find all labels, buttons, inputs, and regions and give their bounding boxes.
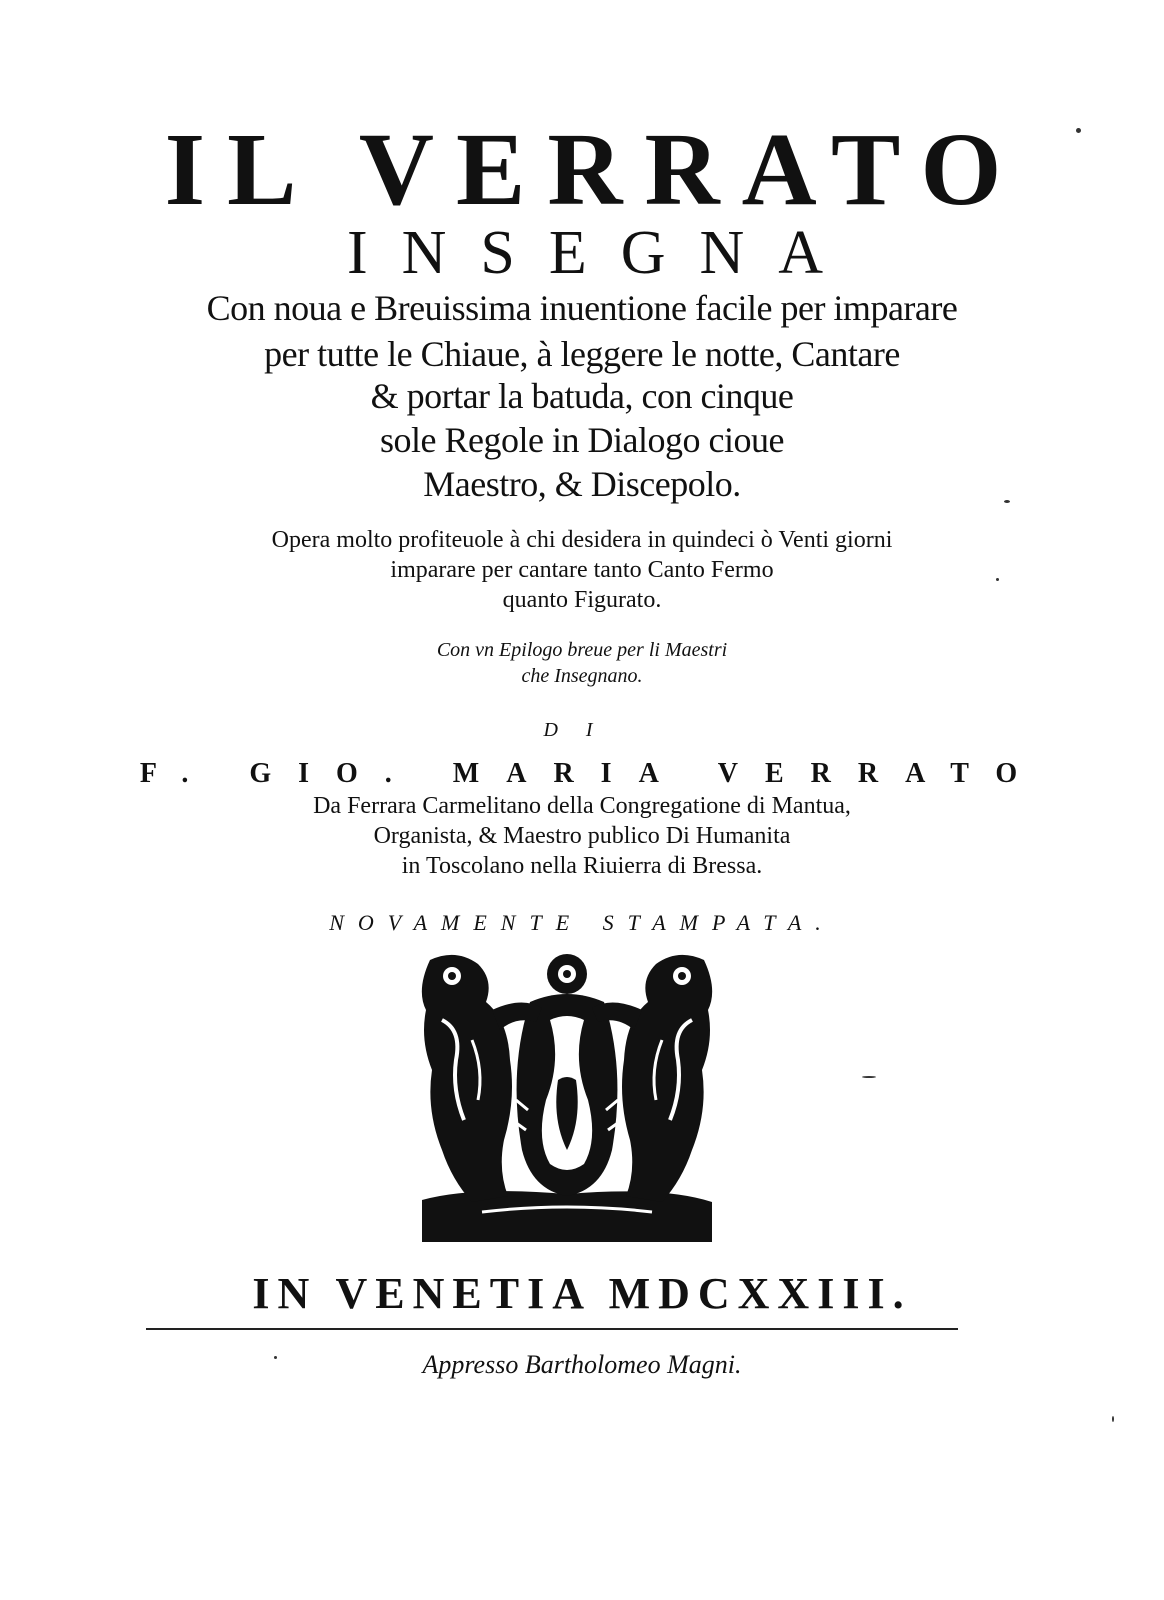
affiliation-line-3: in Toscolano nella Riuierra di Bressa. xyxy=(401,853,763,879)
printers-device-woodcut-icon xyxy=(412,950,722,1246)
subtitle-line-2: per tutte le Chiaue, à leggere le notte, Cantare xyxy=(264,334,900,374)
scan-speck xyxy=(1004,500,1010,503)
subtitle-line-3: & portar la batuda, con cinque xyxy=(370,376,794,416)
scan-speck xyxy=(274,1356,277,1359)
scan-speck xyxy=(1112,1416,1114,1422)
main-title-line-1: IL VERRATO xyxy=(164,112,1024,227)
affiliation-line-1: Da Ferrara Carmelitano della Congregatione di Mantua, xyxy=(313,793,851,819)
description-line-1: Opera molto profiteuole à chi desidera in quindeci ò Venti giorni xyxy=(271,527,893,553)
scan-speck xyxy=(1076,128,1081,133)
author-name: F. GIO. MARIA VERRATO xyxy=(139,758,1045,789)
epilogue-line-2: che Insegnano. xyxy=(521,665,643,687)
affiliation-line-2: Organista, & Maestro publico Di Humanita xyxy=(373,823,791,849)
scan-speck xyxy=(996,578,999,581)
printer-name: Appresso Bartholomeo Magni. xyxy=(422,1350,742,1379)
main-title-line-2: INSEGNA xyxy=(346,219,858,287)
description-line-2: imparare per cantare tanto Canto Fermo xyxy=(390,557,774,583)
newly-printed-note: NOVAMENTE STAMPATA. xyxy=(329,910,835,935)
subtitle-line-1: Con noua e Breuissima inuentione facile per imparare xyxy=(206,288,958,328)
epilogue-line-1: Con vn Epilogo breue per li Maestri xyxy=(436,639,728,661)
scan-speck xyxy=(862,1076,876,1078)
subtitle-line-5: Maestro, & Discepolo. xyxy=(423,464,741,504)
by-label: DI xyxy=(543,719,621,741)
horizontal-rule xyxy=(146,1328,958,1330)
subtitle-line-4: sole Regole in Dialogo cioue xyxy=(380,420,784,460)
description-line-3: quanto Figurato. xyxy=(502,587,662,613)
imprint-place-date: IN VENETIA MDCXXIII. xyxy=(252,1269,912,1318)
